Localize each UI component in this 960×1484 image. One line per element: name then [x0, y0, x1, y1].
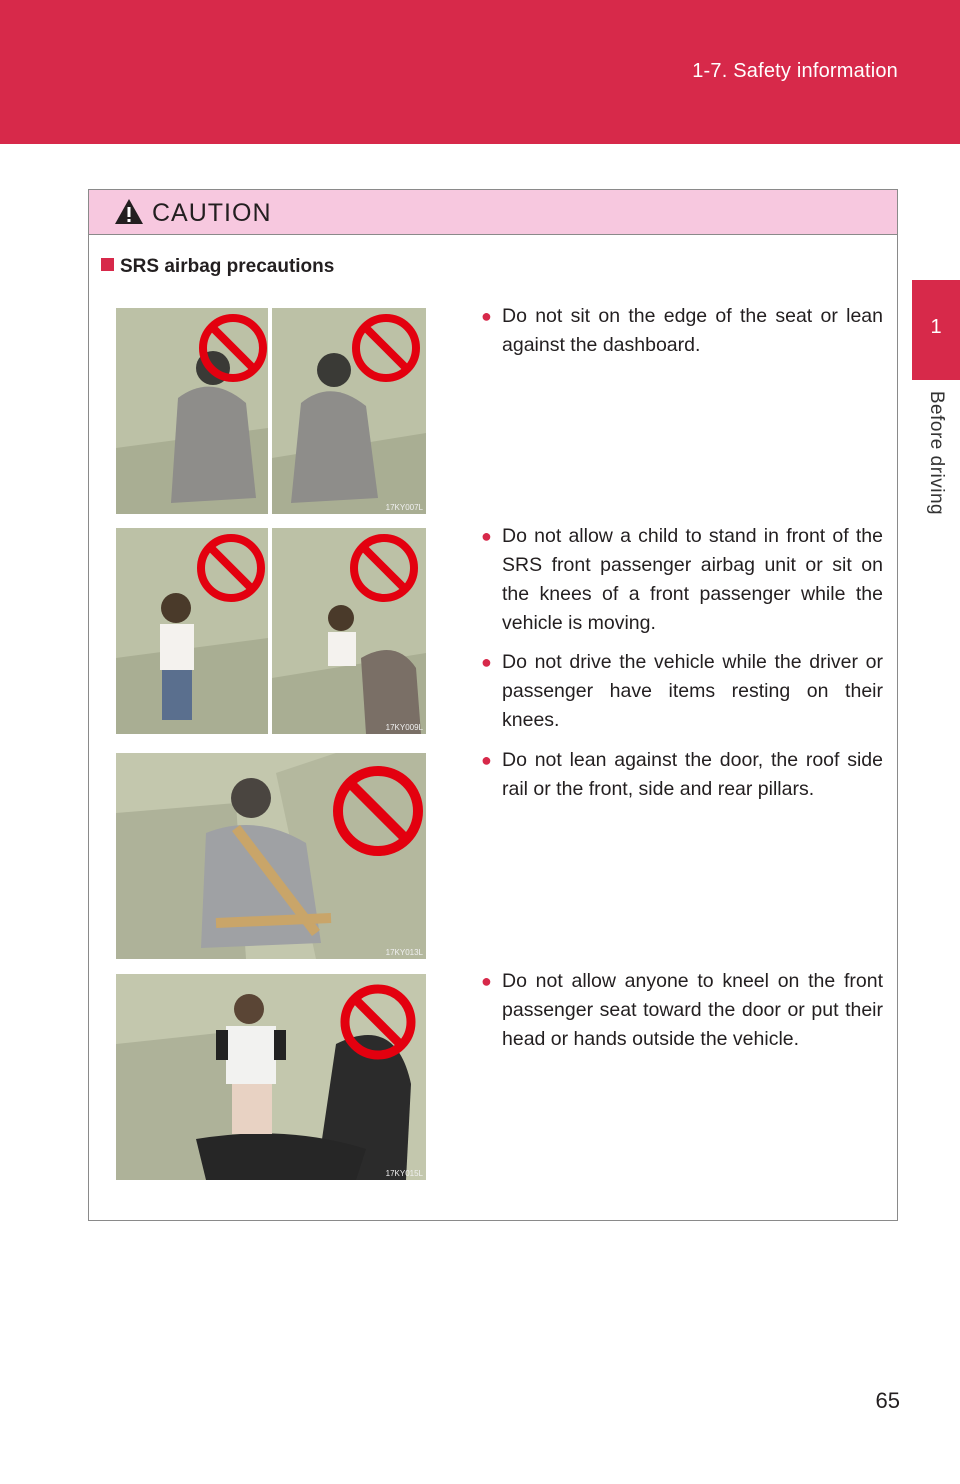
caution-box	[88, 189, 898, 1221]
page-number: 65	[875, 1388, 900, 1413]
chapter-label: Before driving	[926, 390, 947, 516]
bullet-item	[481, 648, 883, 735]
bullet-text: Do not allow a child to stand in front of the SRS front passenger airbag unit or sit on the knees of a front passenger while the vehicle is moving.	[502, 525, 883, 634]
illustration-code: 17KY007L	[385, 503, 423, 512]
illustration-code: 17KY015L	[385, 1169, 423, 1178]
bullet-text: Do not lean against the door, the roof side rail or the front, side and rear pillars.	[502, 749, 883, 800]
bullet-text: Do not sit on the edge of the seat or lean against the dashboard.	[502, 305, 883, 356]
illustration-leaning-dashboard	[116, 308, 426, 514]
caution-title: CAUTION	[152, 199, 272, 227]
illustration-code: 17KY009L	[385, 723, 423, 732]
illustration-kneeling-seat	[116, 974, 426, 1180]
square-bullet-icon	[101, 258, 114, 271]
chapter-tab[interactable]	[912, 280, 960, 380]
illustration-code: 17KY013L	[385, 948, 423, 957]
section-title: 1-7. Safety information	[692, 60, 898, 82]
chapter-label-container	[912, 380, 960, 526]
bullet-dot-icon: ●	[481, 750, 492, 770]
bullet-text: Do not drive the vehicle while the driver or passenger have items resting on their knees.	[502, 651, 883, 731]
subheading	[101, 256, 334, 278]
chapter-number: 1	[930, 316, 942, 338]
bullet-item	[481, 302, 883, 360]
bullet-dot-icon: ●	[481, 306, 492, 326]
subheading-text: SRS airbag precautions	[120, 256, 335, 277]
bullet-item	[481, 746, 883, 804]
illustration-child-standing	[116, 528, 426, 734]
bullet-dot-icon: ●	[481, 652, 492, 672]
bullet-item	[481, 522, 883, 638]
bullet-dot-icon: ●	[481, 526, 492, 546]
bullet-dot-icon: ●	[481, 971, 492, 991]
bullet-text: Do not allow anyone to kneel on the front passenger seat toward the door or put their head or hands outside the vehicle.	[502, 970, 883, 1050]
caution-header	[89, 190, 897, 235]
bullet-item	[481, 967, 883, 1054]
warning-triangle-icon	[114, 198, 144, 225]
illustration-leaning-door	[116, 753, 426, 959]
header-band	[0, 0, 960, 144]
